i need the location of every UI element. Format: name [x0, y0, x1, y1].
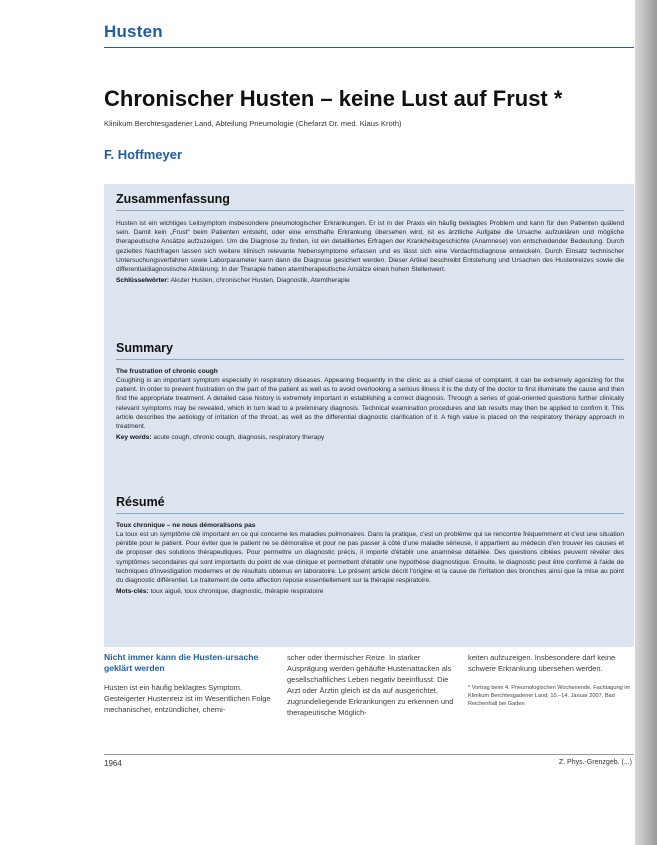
subsection-heading: Nicht immer kann die Husten-ursache geklärt werden [104, 652, 259, 673]
resume-subtitle: Toux chronique – ne nous démoralisons pas [116, 522, 256, 529]
column-text: scher oder thermischer Reize. In starker Ausprägung werden gehäufte Hustenattacken als gesellschaftliches Leben negativ beeinflusst. Die Arzt oder Ärztin gleich ist da auf ausgerichtet, zugrundeliegende Erkrankungen zu erkennen und therapeutische Möglich- [287, 653, 454, 717]
keywords-label: Key words: [116, 434, 152, 442]
section-header: Husten [104, 22, 163, 41]
zusammenfassung-body: Husten ist ein wichtiges Leitsymptom insbesondere pneumologischer Erkrankungen. Er ist in der Praxis ein häufig beklagtes Problem und kann für den Patienten quälend sein. Damit kein „Frust“ beim Patienten entsteht, oder eine ernsthafte Erkrankung übersehen wird, ist es ärztliche Aufgabe die Ursache aufzuklären und mögliche therapeutische Ansätze aufzuzeigen. Um die Diagnose zu finden, ist ein detailliertes Erfragen der Krankheitsgeschichte (Anamnese) von entscheidender Bedeutung. Durch gezieltes Nachfragen lassen sich weitere klinisch relevante Nebensymptome erfassen und es lässt sich eine Verdachtsdiagnose entwickeln. Durch Einsatz technischer Untersuchungsverfahren sowie Laborparameter kann dann die Diagnose gesichert werden. Dieser Artikel beschreibt Entstehung und Ursachen des Hustenreizes sowie die differentialdiagnostische Abklärung. In der Therapie haben atemtherapeutische Ansätze einen hohen Stellenwert. [116, 220, 624, 274]
resume-body: La toux est un symptôme clé important en ce qui concerne les maladies pulmonaires. Dans la pratique, c'est un problème qui se rencontre fréquemment et c'est une situation pénible pour le patient. Pour éviter que le patient ne se démoralise et pour ne pas passer à côté d'une maladie sérieuse, il appartient au médecin d'en trouver les causes et de proposer des solutions thérapeutiques. Pour permettre un diagnostic précis, il importe d'établir une anamnèse détaillée. Des questions ciblées peuvent révéler des symptômes secondaires qui sont importants du point de vue clinique et permettent d'établir une hypothèse diagnostique. Ensuite, le diagnostic peut être confirmé à l'aide de techniques d'investigation modernes et de résultats obtenus en laboratoire. Le présent article décrit l'origine et la cause de l'irritation des bronches ainsi que la mise au point du diagnostic différentiel. Le traitement de cette affection repose essentiellement sur la thérapie respiratoire. [116, 531, 624, 585]
column-text: Husten ist ein häufig beklagtes Symptom. Gesteigerter Hustenreiz ist im Wesentlichen Folge mechanischer, entzündlicher, chemi- [104, 683, 271, 714]
resume-keywords [116, 587, 624, 596]
resume-section [116, 495, 624, 596]
author-name: F. Hoffmeyer [104, 147, 183, 162]
keywords-label: Mots-clés: [116, 588, 149, 596]
body-column-2 [287, 652, 455, 718]
keywords-text: acute cough, chronic cough, diagnosis, respiratory therapy [153, 434, 325, 442]
affiliation: Klinikum Berchtesgadener Land, Abteilung Pneumologie (Chefarzt Dr. med. Klaus Kroth) [104, 119, 402, 128]
keywords-text: toux aiguë, toux chronique, diagnostic, thérapie respiratoire [150, 588, 324, 596]
body-column-3 [468, 652, 636, 708]
page-gutter-shadow [635, 0, 657, 845]
summary-subtitle: The frustration of chronic cough [116, 368, 218, 375]
footer-divider [104, 754, 634, 755]
keywords-label: Schlüsselwörter: [116, 277, 170, 285]
zusammenfassung-section [116, 192, 624, 285]
journal-reference: Z. Phys.-Grenzgeb. (...) [558, 759, 632, 766]
zusammenfassung-keywords [116, 276, 624, 285]
resume-heading: Résumé [116, 495, 624, 514]
header-divider [104, 47, 634, 48]
zusammenfassung-heading: Zusammenfassung [116, 192, 624, 211]
body-column-1 [104, 652, 272, 715]
summary-body: Coughing is an important symptom especially in respiratory diseases. Appearing frequently in the clinic as a chief cause of complaint, it can be extremely agonizing for the patient. In order to prevent frustration on the part of the patient as well as to avoid overlooking a serious illness it is the duty of the doctor to first illuminate the cause and then find the appropriate treatment. A detailed case history is extremely important in establishing a correct diagnosis. Through a series of goal-oriented questions further clinically relevant symptoms may be revealed, which in turn lead to a preliminary diagnosis. Technical examination procedures and lab results may then be applied to confirm it. This article describes the aetiology of irritation of the throat, as well as the differential diagnostic clarification of it. A high value is placed on the respiratory therapy approach in treatment. [116, 377, 624, 431]
abstract-box [104, 184, 634, 647]
column-text: keiten aufzuzeigen. Insbesondere darf keine schwere Erkrankung übersehen werden. [468, 653, 616, 673]
summary-heading: Summary [116, 341, 624, 360]
summary-keywords [116, 433, 624, 442]
page-number: 1964 [104, 759, 122, 768]
keywords-text: Akuter Husten, chronischer Husten, Diagnostik, Atemtherapie [170, 277, 350, 285]
article-title: Chronischer Husten – keine Lust auf Frust * [104, 86, 563, 111]
footnote: * Vortrag beim 4. Pneumologischen Wochenende, Fachtagung im Klinikum Berchtesgadener Land, 10.–14. Januar 2007, Bad Reichenhall bei Gaden [468, 685, 631, 707]
summary-section [116, 341, 624, 442]
